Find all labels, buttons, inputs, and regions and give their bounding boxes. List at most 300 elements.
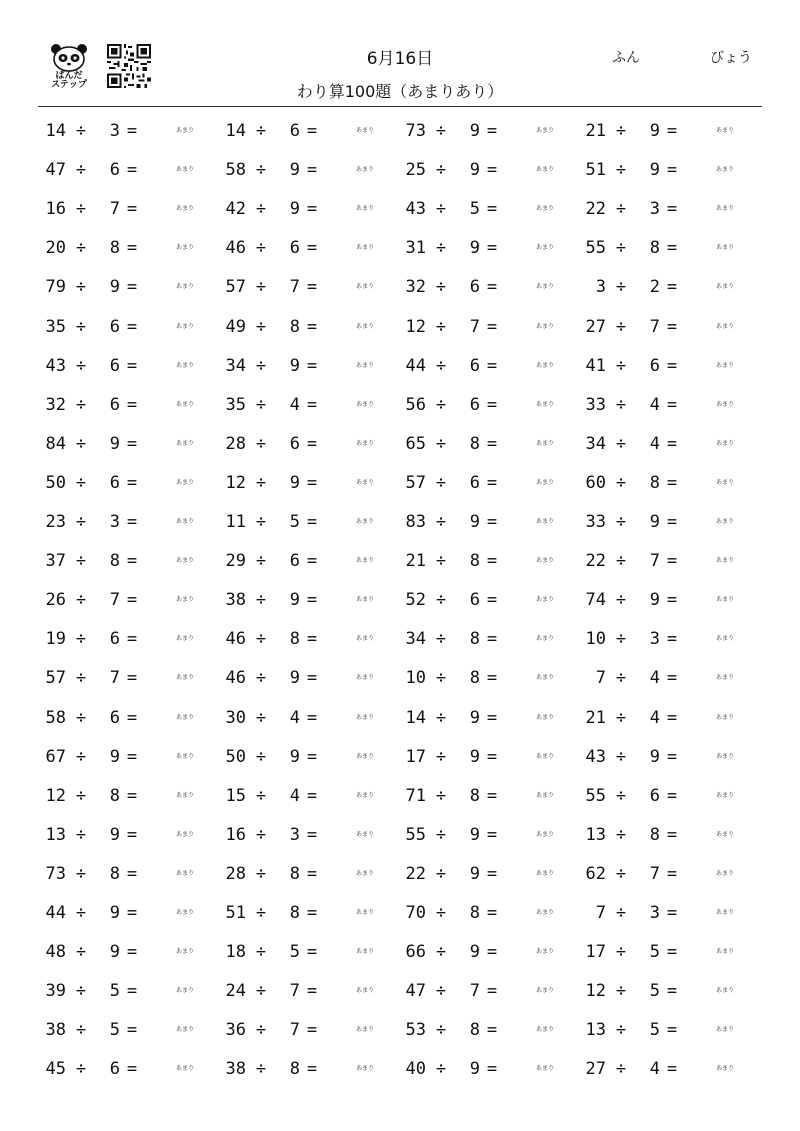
division-problem: [42, 745, 222, 769]
division-problem: [402, 784, 582, 808]
divide-sign: ÷: [615, 472, 627, 493]
equals-sign: =: [126, 394, 138, 415]
remainder-label: あまり: [356, 244, 375, 252]
equals-sign: =: [666, 1020, 678, 1041]
dividend: 46: [225, 668, 246, 689]
minutes-label: ふん: [612, 50, 640, 66]
divisor: 5: [649, 942, 660, 963]
dividend: 16: [45, 199, 66, 220]
remainder-label: あまり: [356, 713, 375, 721]
divisor: 6: [469, 472, 480, 493]
divide-sign: ÷: [255, 629, 267, 650]
equals-sign: =: [126, 512, 138, 532]
divisor: 6: [469, 590, 480, 611]
division-problem: [402, 627, 582, 651]
division-problem: [222, 745, 402, 769]
divisor: 8: [469, 668, 480, 689]
divisor: 5: [289, 942, 300, 963]
dividend: 12: [585, 981, 606, 1002]
dividend: 27: [585, 1059, 606, 1080]
remainder-label: あまり: [356, 557, 375, 565]
equals-sign: =: [126, 863, 138, 884]
equals-sign: =: [486, 238, 498, 259]
dividend: 32: [405, 277, 426, 298]
remainder-label: あまり: [356, 166, 375, 174]
equals-sign: =: [126, 942, 138, 963]
division-problem: [582, 901, 762, 925]
division-problem: [402, 940, 582, 964]
division-problem: [582, 940, 762, 964]
equals-sign: =: [306, 199, 318, 220]
dividend: 21: [585, 707, 606, 728]
remainder-label: あまり: [536, 869, 555, 877]
dividend: 44: [405, 355, 426, 376]
division-problem: [42, 784, 222, 808]
divide-sign: ÷: [255, 472, 267, 493]
divide-sign: ÷: [435, 355, 447, 376]
equals-sign: =: [126, 746, 138, 767]
divide-sign: ÷: [435, 472, 447, 493]
dividend: 12: [45, 785, 66, 806]
divisor: 4: [289, 707, 300, 728]
dividend: 14: [45, 121, 66, 141]
division-problem: [402, 197, 582, 221]
division-problem: [402, 745, 582, 769]
equals-sign: =: [306, 160, 318, 181]
dividend: 33: [585, 394, 606, 415]
division-problem: [42, 549, 222, 573]
division-problem: [222, 158, 402, 182]
divisor: 4: [649, 1059, 660, 1080]
dividend: 7: [595, 903, 606, 923]
remainder-label: あまり: [176, 713, 195, 721]
division-problem: [402, 549, 582, 573]
dividend: 20: [45, 238, 66, 259]
dividend: 48: [45, 942, 66, 963]
division-problem: [42, 119, 222, 143]
equals-sign: =: [486, 355, 498, 376]
worksheet-title: わり算100題（あまりあり）: [296, 82, 504, 101]
division-problem: [582, 745, 762, 769]
divisor: 6: [109, 472, 120, 493]
division-problem: [582, 158, 762, 182]
dividend: 49: [225, 316, 246, 337]
divide-sign: ÷: [255, 590, 267, 611]
divide-sign: ÷: [255, 785, 267, 806]
remainder-label: あまり: [536, 674, 555, 682]
divisor: 6: [649, 355, 660, 376]
division-problem: [222, 393, 402, 417]
divide-sign: ÷: [75, 472, 87, 493]
equals-sign: =: [126, 433, 138, 454]
equals-sign: =: [126, 199, 138, 220]
division-problem: [222, 236, 402, 260]
division-problem: [42, 1018, 222, 1042]
divisor: 8: [469, 551, 480, 572]
dividend: 22: [585, 551, 606, 572]
division-problem: [222, 940, 402, 964]
divide-sign: ÷: [75, 277, 87, 298]
dividend: 26: [45, 590, 66, 611]
equals-sign: =: [126, 277, 138, 298]
divisor: 6: [109, 707, 120, 728]
division-problem: [402, 901, 582, 925]
dividend: 22: [405, 863, 426, 884]
divisor: 9: [109, 746, 120, 767]
equals-sign: =: [306, 277, 318, 298]
dividend: 31: [405, 238, 426, 259]
dividend: 7: [595, 668, 606, 689]
divide-sign: ÷: [255, 942, 267, 963]
divisor: 7: [289, 1020, 300, 1041]
dividend: 42: [225, 199, 246, 220]
divide-sign: ÷: [615, 590, 627, 611]
dividend: 60: [585, 472, 606, 493]
divisor: 4: [649, 668, 660, 689]
equals-sign: =: [666, 394, 678, 415]
division-problem: [222, 471, 402, 495]
divide-sign: ÷: [615, 277, 627, 298]
dividend: 38: [225, 590, 246, 611]
divisor: 6: [289, 121, 300, 141]
remainder-label: あまり: [716, 987, 735, 995]
remainder-label: あまり: [536, 830, 555, 838]
division-problem: [42, 823, 222, 847]
dividend: 23: [45, 512, 66, 532]
equals-sign: =: [486, 863, 498, 884]
equals-sign: =: [306, 785, 318, 806]
divisor: 7: [649, 316, 660, 337]
equals-sign: =: [486, 160, 498, 181]
division-problem: [222, 706, 402, 730]
remainder-label: あまり: [536, 557, 555, 565]
dividend: 40: [405, 1059, 426, 1080]
equals-sign: =: [666, 551, 678, 572]
remainder-label: あまり: [176, 830, 195, 838]
divide-sign: ÷: [255, 903, 267, 923]
dividend: 67: [45, 746, 66, 767]
divide-sign: ÷: [435, 121, 447, 141]
divide-sign: ÷: [75, 785, 87, 806]
division-problem: [582, 979, 762, 1003]
division-problem: [402, 510, 582, 534]
divisor: 3: [109, 121, 120, 141]
divide-sign: ÷: [615, 355, 627, 376]
worksheet-date: 6月16日: [366, 49, 434, 69]
dividend: 10: [405, 668, 426, 689]
remainder-label: あまり: [716, 283, 735, 291]
divide-sign: ÷: [615, 863, 627, 884]
equals-sign: =: [126, 121, 138, 141]
dividend: 27: [585, 316, 606, 337]
division-problem: [222, 627, 402, 651]
division-problem: [402, 354, 582, 378]
equals-sign: =: [666, 1059, 678, 1080]
dividend: 11: [225, 512, 246, 532]
divisor: 9: [649, 512, 660, 532]
dividend: 21: [585, 121, 606, 141]
remainder-label: あまり: [536, 283, 555, 291]
divide-sign: ÷: [255, 316, 267, 337]
divide-sign: ÷: [435, 707, 447, 728]
dividend: 17: [405, 746, 426, 767]
equals-sign: =: [306, 121, 318, 141]
divide-sign: ÷: [435, 903, 447, 923]
equals-sign: =: [306, 433, 318, 454]
remainder-label: あまり: [356, 322, 375, 330]
divisor: 7: [109, 590, 120, 611]
divide-sign: ÷: [255, 1059, 267, 1080]
dividend: 57: [225, 277, 246, 298]
divide-sign: ÷: [435, 785, 447, 806]
remainder-label: あまり: [716, 439, 735, 447]
remainder-label: あまり: [716, 713, 735, 721]
division-problem: [42, 197, 222, 221]
equals-sign: =: [486, 707, 498, 728]
divisor: 4: [289, 785, 300, 806]
remainder-label: あまり: [536, 1026, 555, 1034]
divisor: 3: [649, 903, 660, 923]
equals-sign: =: [126, 707, 138, 728]
divide-sign: ÷: [435, 394, 447, 415]
divisor: 9: [109, 433, 120, 454]
division-problem: [582, 588, 762, 612]
dividend: 62: [585, 863, 606, 884]
division-problem: [42, 510, 222, 534]
divide-sign: ÷: [255, 551, 267, 572]
division-problem: [582, 197, 762, 221]
dividend: 21: [405, 551, 426, 572]
divide-sign: ÷: [615, 668, 627, 689]
equals-sign: =: [306, 981, 318, 1002]
dividend: 33: [585, 512, 606, 532]
remainder-label: あまり: [176, 596, 195, 604]
divisor: 6: [469, 394, 480, 415]
division-problem: [582, 315, 762, 339]
remainder-label: あまり: [536, 439, 555, 447]
equals-sign: =: [666, 433, 678, 454]
divisor: 8: [109, 863, 120, 884]
divide-sign: ÷: [435, 433, 447, 454]
equals-sign: =: [666, 981, 678, 1002]
divisor: 8: [469, 629, 480, 650]
divisor: 9: [469, 238, 480, 259]
dividend: 55: [585, 785, 606, 806]
equals-sign: =: [126, 160, 138, 181]
dividend: 47: [405, 981, 426, 1002]
equals-sign: =: [486, 277, 498, 298]
remainder-label: あまり: [176, 909, 195, 916]
division-problem: [402, 315, 582, 339]
dividend: 36: [225, 1020, 246, 1041]
dividend: 41: [585, 355, 606, 376]
equals-sign: =: [306, 590, 318, 611]
remainder-label: あまり: [176, 869, 195, 877]
equals-sign: =: [666, 277, 678, 298]
divisor: 8: [289, 1059, 300, 1080]
divide-sign: ÷: [75, 863, 87, 884]
dividend: 15: [225, 785, 246, 806]
divisor: 5: [469, 199, 480, 220]
divisor: 9: [109, 903, 120, 923]
divisor: 4: [649, 707, 660, 728]
divisor: 7: [469, 316, 480, 337]
seconds-label: びょう: [710, 50, 752, 66]
remainder-label: あまり: [716, 205, 735, 213]
equals-sign: =: [126, 981, 138, 1002]
dividend: 14: [405, 707, 426, 728]
divisor: 7: [649, 551, 660, 572]
divisor: 9: [289, 355, 300, 376]
division-problem: [42, 275, 222, 299]
equals-sign: =: [306, 863, 318, 884]
division-problem: [42, 588, 222, 612]
division-problem: [222, 588, 402, 612]
divide-sign: ÷: [615, 903, 627, 923]
equals-sign: =: [126, 472, 138, 493]
dividend: 24: [225, 981, 246, 1002]
divide-sign: ÷: [435, 590, 447, 611]
divide-sign: ÷: [75, 199, 87, 220]
equals-sign: =: [666, 316, 678, 337]
divide-sign: ÷: [255, 863, 267, 884]
dividend: 25: [405, 160, 426, 181]
equals-sign: =: [666, 903, 678, 923]
divisor: 7: [469, 981, 480, 1002]
equals-sign: =: [126, 903, 138, 923]
division-problem: [402, 432, 582, 456]
division-problem: [222, 119, 402, 143]
dividend: 84: [45, 433, 66, 454]
equals-sign: =: [486, 316, 498, 337]
equals-sign: =: [306, 942, 318, 963]
equals-sign: =: [486, 1059, 498, 1080]
division-problem: [42, 236, 222, 260]
division-problem: [222, 784, 402, 808]
divide-sign: ÷: [75, 316, 87, 337]
divisor: 7: [289, 981, 300, 1002]
remainder-label: あまり: [356, 791, 375, 799]
divisor: 5: [289, 512, 300, 532]
equals-sign: =: [126, 785, 138, 806]
division-problem: [582, 627, 762, 651]
remainder-label: あまり: [356, 674, 375, 682]
remainder-label: あまり: [176, 478, 195, 486]
divide-sign: ÷: [75, 551, 87, 572]
division-problem: [582, 1057, 762, 1081]
dividend: 17: [585, 942, 606, 963]
divisor: 9: [289, 668, 300, 689]
equals-sign: =: [306, 1059, 318, 1080]
equals-sign: =: [666, 824, 678, 845]
dividend: 32: [45, 394, 66, 415]
remainder-label: あまり: [536, 205, 555, 213]
divide-sign: ÷: [255, 512, 267, 532]
dividend: 50: [45, 472, 66, 493]
equals-sign: =: [126, 551, 138, 572]
divisor: 9: [469, 121, 480, 141]
divisor: 9: [649, 121, 660, 141]
dividend: 57: [405, 472, 426, 493]
equals-sign: =: [486, 785, 498, 806]
remainder-label: あまり: [356, 869, 375, 877]
divide-sign: ÷: [75, 590, 87, 611]
equals-sign: =: [306, 394, 318, 415]
remainder-label: あまり: [356, 361, 375, 369]
divisor: 8: [649, 472, 660, 493]
divisor: 6: [469, 355, 480, 376]
divisor: 8: [289, 903, 300, 923]
equals-sign: =: [666, 629, 678, 650]
dividend: 58: [225, 160, 246, 181]
remainder-label: あまり: [716, 752, 735, 760]
division-problem: [582, 236, 762, 260]
division-problem: [222, 901, 402, 925]
divisor: 6: [109, 316, 120, 337]
division-problem: [402, 666, 582, 690]
divide-sign: ÷: [435, 238, 447, 259]
division-problem: [222, 275, 402, 299]
divisor: 9: [289, 160, 300, 181]
remainder-label: あまり: [176, 244, 195, 252]
division-problem: [222, 823, 402, 847]
remainder-label: あまり: [356, 439, 375, 447]
remainder-label: あまり: [356, 478, 375, 486]
equals-sign: =: [306, 238, 318, 259]
division-problem: [582, 862, 762, 886]
dividend: 71: [405, 785, 426, 806]
remainder-label: あまり: [716, 244, 735, 252]
divide-sign: ÷: [75, 746, 87, 767]
dividend: 79: [45, 277, 66, 298]
remainder-label: あまり: [176, 987, 195, 995]
divide-sign: ÷: [255, 355, 267, 376]
remainder-label: あまり: [716, 948, 735, 956]
divide-sign: ÷: [75, 1020, 87, 1041]
divide-sign: ÷: [615, 1059, 627, 1080]
division-problem: [582, 510, 762, 534]
division-problem: [582, 119, 762, 143]
remainder-label: あまり: [536, 1065, 555, 1073]
divisor: 9: [469, 1059, 480, 1080]
divisor: 5: [649, 1020, 660, 1041]
divide-sign: ÷: [255, 121, 267, 141]
remainder-label: あまり: [176, 322, 195, 330]
divide-sign: ÷: [615, 160, 627, 181]
dividend: 52: [405, 590, 426, 611]
divisor: 9: [109, 942, 120, 963]
remainder-label: あまり: [536, 752, 555, 760]
division-problem: [222, 197, 402, 221]
remainder-label: あまり: [536, 596, 555, 604]
dividend: 3: [595, 277, 606, 298]
divide-sign: ÷: [615, 785, 627, 806]
divide-sign: ÷: [75, 629, 87, 650]
remainder-label: あまり: [716, 478, 735, 486]
divisor: 9: [469, 863, 480, 884]
divisor: 6: [289, 238, 300, 259]
remainder-label: あまり: [716, 674, 735, 682]
equals-sign: =: [306, 512, 318, 532]
dividend: 55: [585, 238, 606, 259]
dividend: 53: [405, 1020, 426, 1041]
equals-sign: =: [666, 355, 678, 376]
remainder-label: あまり: [536, 361, 555, 369]
division-problem: [402, 706, 582, 730]
divide-sign: ÷: [255, 746, 267, 767]
dividend: 50: [225, 746, 246, 767]
division-problem: [222, 549, 402, 573]
